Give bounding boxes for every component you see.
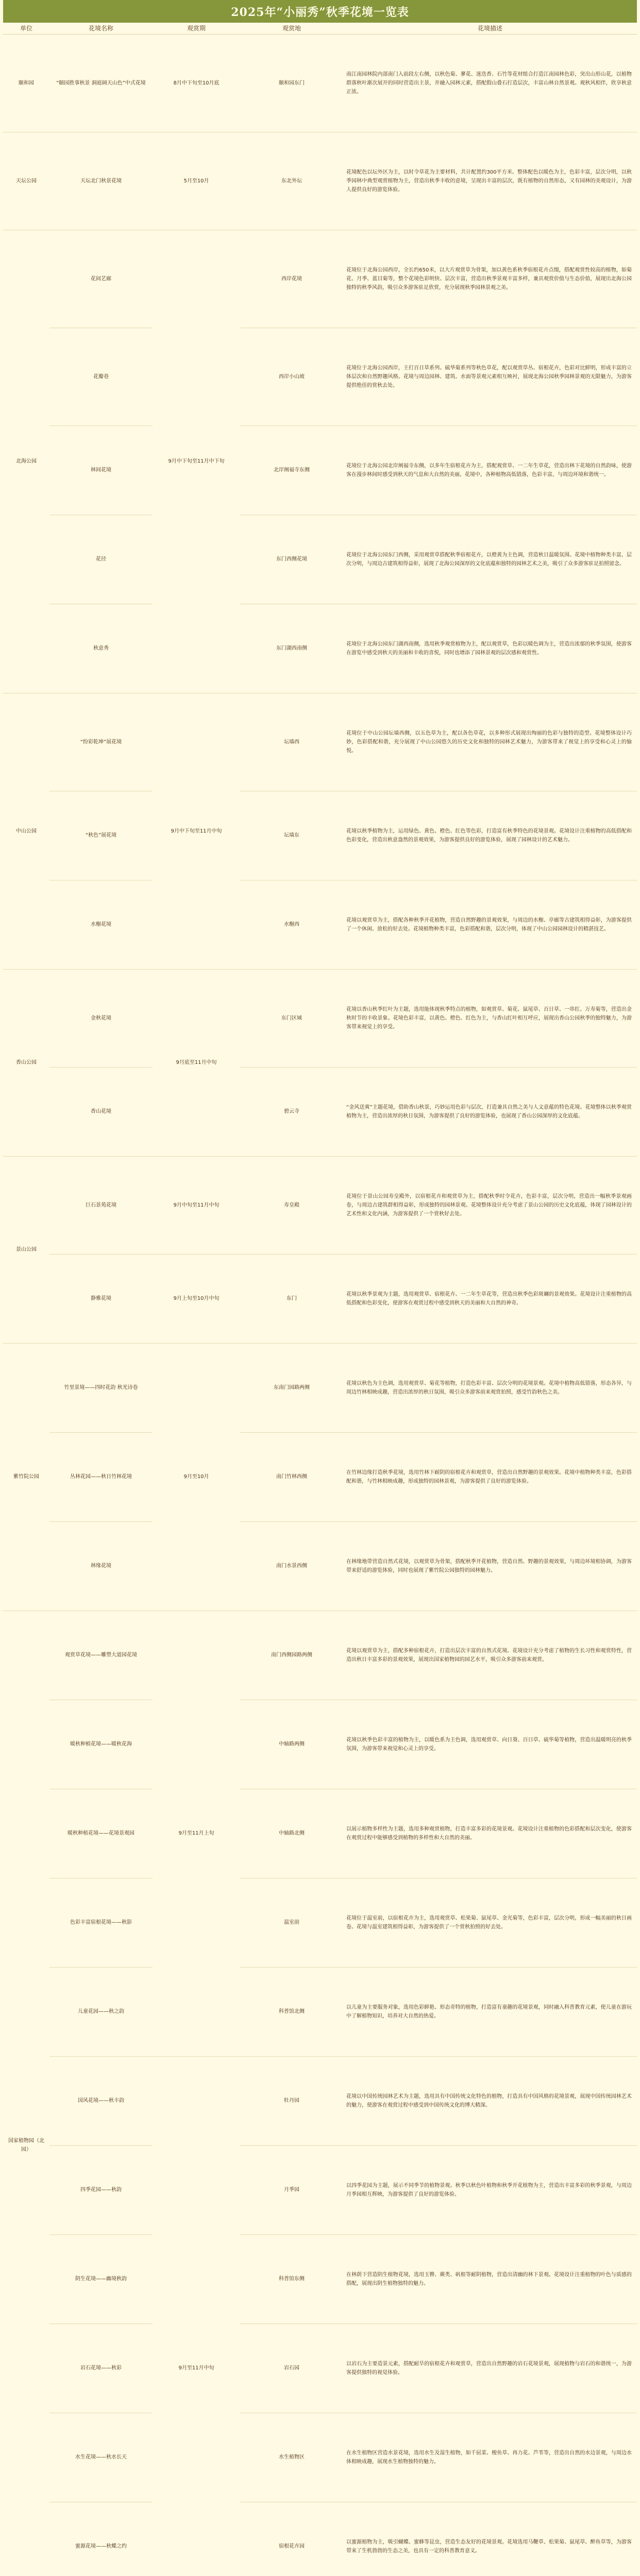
border-name-cell: “颐园胜事秋景 洞庭阔天山色”中式花境 [49,34,153,132]
description-cell: 以岩石为主要造景元素，搭配耐旱的宿根花卉和观赏草，营造出自然野趣的岩石花境景观，展现植物与岩石的和谐统一，为游客提供独特的视觉体验。 [343,2324,637,2413]
table-row [3,1700,637,1789]
border-name-cell: 儿童花园——秋之韵 [49,1967,153,2056]
table-row [3,1521,637,1611]
description-cell: 花境以观赏草为主，搭配各种秋季开花植物，营造自然野趣的景观效果，与周边的水榭、亭廊等古建筑相得益彰，为游客提供了一个休闲、放松的好去处。花境植物种类丰富，色彩搭配和谐，层次分明，体现了中山公园园林设计的精湛技艺。 [343,880,637,969]
table-row [3,1967,637,2056]
place-cell: 颐和园东门 [240,34,343,132]
page-title: 2025年“小丽秀”秋季花境一览表 [231,5,409,19]
period-cell: 9月上旬至10月中旬 [153,1254,240,1343]
table-row [3,2234,637,2324]
border-name-cell: 金秋花境 [49,969,153,1067]
place-cell: 牡丹园 [240,2056,343,2145]
unit-cell: 天坛公园 [3,132,49,230]
unit-cell: 紫竹院公园 [3,1343,49,1611]
table-row [3,2502,637,2576]
place-cell: 科普馆东侧 [240,2234,343,2324]
period-cell: 9月底至11月中旬 [153,969,240,1156]
table-body [3,34,637,2576]
description-cell: 花境位于景山公园寿皇殿外，以宿根花卉和观赏草为主，搭配秋季时令花卉，色彩丰富，层次分明，营造出一幅秋季景观画卷，与周边古建筑群相得益彰，形成独特的园林景观。花境整体设计充分考虑了景山公园的历史文化底蕴，体现了园林设计的艺术性和文化内涵，为游客提供了一个赏秋好去处。 [343,1156,637,1254]
period-cell: 9月中下旬至11月中旬 [153,693,240,969]
description-cell: 以儿童为主要服务对象，选用色彩鲜艳、形态奇特的植物，打造富有童趣的花境景观，同时融入科普教育元素，使儿童在游玩中了解植物知识，培养对大自然的热爱。 [343,1967,637,2056]
table-row [3,426,637,515]
place-cell: 岩石园 [240,2324,343,2413]
table-row [3,1432,637,1521]
place-cell: 寿皇殿 [240,1156,343,1254]
header-desc: 花境描述 [343,23,637,34]
border-name-cell: 蜜源花境——秋蝶之约 [49,2502,153,2576]
table-row [3,1611,637,1700]
place-cell: 南门水景西侧 [240,1521,343,1611]
description-cell: 花境以观赏草为主，搭配多种宿根花卉，打造出层次丰富的自然式花境。花境设计充分考虑了植物的生长习性和观赏特性，营造出秋日丰富多彩的景观效果，展现出国家植物园的园艺水平，吸引众多游客前来观赏。 [343,1611,637,1700]
unit-cell: 北海公园 [3,230,49,693]
description-cell: 花境以中国传统园林艺术为主题，选用具有中国传统文化特色的植物，打造具有中国风格的花境景观，展现中国传统园林艺术的魅力，使游客在观赏过程中感受到中国传统文化的博大精深。 [343,2056,637,2145]
unit-cell: 颐和园 [3,34,49,132]
border-name-cell: “纷彩乾坤”展花境 [49,693,153,791]
table-row [3,2145,637,2234]
border-name-cell: 林间花境 [49,426,153,515]
place-cell: 月季园 [240,2145,343,2234]
description-cell: 花境以秋季景观为主题，选用观赏草、宿根花卉、一二年生草花等，营造出秋季色彩斑斓的景观效果。花境设计注重植物的高低搭配和色彩变化，使游客在观赏过程中感受到秋天的美丽和大自然的神奇。 [343,1254,637,1343]
table-row [3,34,637,132]
description-cell: 在林缘地带营造自然式花境，以观赏草为骨架，搭配秋季开花植物，营造自然、野趣的景观效果，与周边环境相协调，为游客带来舒适的游览体验，同时也展现了紫竹院公园独特的园林魅力。 [343,1521,637,1611]
unit-cell: 景山公园 [3,1156,49,1343]
description-cell: 花境配色以坛外区为主，以时令草花为主要材料，共计配置约300平方米。整体配色以暖色为主，色彩丰富，层次分明，以秋季园林中典型观赏植物为主，营造出秋季丰收的意境，呈现出丰富的层次，既有植物的自然形态，又有园林的美观设计，为游人提供良好的游览体验。 [343,132,637,230]
border-name-cell: 花间艺廊 [49,230,153,328]
description-cell: 在林荫下营造阴生植物花境，选用玉簪、蕨类、矾根等耐阴植物，营造出清幽的林下景观。花境设计注重植物的叶色与质感的搭配，展现出阴生植物独特的魅力。 [343,2234,637,2324]
period-cell: 8月中下旬至10月底 [153,34,240,132]
border-name-cell: 林缘花境 [49,1521,153,1611]
border-name-cell: 观赏草花境——雕塑大道园花境 [49,1611,153,1700]
header-name: 花境名称 [49,23,153,34]
table-row [3,1878,637,1967]
table-row [3,1156,637,1254]
table-row [3,791,637,880]
header-place: 观赏地 [240,23,343,34]
description-cell: 南江南园林院内部南门入前段左右侧，以秋色菊、蓼花、迷迭香、石竹等花材组合打造江南园林色彩，突出山形山花，以植物群落秋叶渐次展开的同时营造出主景，并融入园林元素，搭配假山叠石打造层次，丰富山林自然景观。观秋风相伴，欣享秋意正浓。 [343,34,637,132]
table-header-row [3,23,637,34]
table-row [3,969,637,1067]
period-cell: 9月至10月 [153,1343,240,1611]
table-row [3,1789,637,1878]
period-cell: 5月至10月 [153,132,240,230]
place-cell: 坛墙西 [240,693,343,791]
border-name-cell: 天坛北门秋景花境 [49,132,153,230]
description-cell: 以四季花园为主题，展示不同季节的植物景观。秋季以秋色叶植物和秋季开花植物为主，营造出丰富多彩的秋季景观，与周边月季园相互辉映，为游客提供了良好的游览体验。 [343,2145,637,2234]
border-name-cell: 暖秋种植花境——花境景观园 [49,1789,153,1878]
table-row [3,132,637,230]
description-cell: 花境以秋色为主色调，选用观赏草、菊花等植物，打造色彩丰富、层次分明的花境景观。花境中植物高低错落，形态各异，与周边竹林相映成趣，营造出浓厚的秋日氛围，吸引众多游客前来观赏拍照，感受竹韵秋色之美。 [343,1343,637,1432]
place-cell: 西岸花境 [240,230,343,328]
period-cell: 9月至11月中旬 [153,2056,240,2576]
period-cell: 9月中下旬至11月中下旬 [153,230,240,693]
place-cell: 东门西侧花境 [240,515,343,604]
place-cell: 坛墙东 [240,791,343,880]
unit-cell: 香山公园 [3,969,49,1156]
place-cell: 南门竹林西侧 [240,1432,343,1521]
place-cell: 东门 [240,1254,343,1343]
place-cell: 西岸小山坡 [240,328,343,426]
flower-border-table [3,23,637,2576]
place-cell: 东门湖西南侧 [240,604,343,693]
place-cell: 东门区域 [240,969,343,1067]
description-cell: 花境位于北海公园东门西侧，采用观赏草搭配秋季宿根花卉，以橙黄为主色调，营造秋日温暖氛围。花境中植物种类丰富，层次分明，与周边古建筑相得益彰，展现了北海公园深厚的文化底蕴和独特的园林艺术之美，吸引了众多游客驻足拍照留念。 [343,515,637,604]
border-name-cell: 花瓣巷 [49,328,153,426]
period-cell: 9月中旬至11月中旬 [153,1156,240,1254]
place-cell: 宿根花卉园 [240,2502,343,2576]
border-name-cell: 四季花园——秋韵 [49,2145,153,2234]
place-cell: 中轴路两侧 [240,1700,343,1789]
place-cell: 东北外坛 [240,132,343,230]
border-name-cell: 竹里景境——四时花韵 秋光诗卷 [49,1343,153,1432]
table-row [3,693,637,791]
border-name-cell: 花径 [49,515,153,604]
border-name-cell: “秋色”展花境 [49,791,153,880]
border-name-cell: 国风花境——秋丰韵 [49,2056,153,2145]
border-name-cell: 静雅花境 [49,1254,153,1343]
border-name-cell: 岩石花境——秋彩 [49,2324,153,2413]
description-cell: 在竹林边缘打造秋季花境，选用竹林下耐阴的宿根花卉和观赏草，营造出自然野趣的景观效果。花境中植物种类丰富，色彩搭配和谐，与竹林相映成趣，形成独特的园林景观，为游客提供了良好的游览体验。 [343,1432,637,1521]
description-cell: 花境位于温室前，以宿根花卉为主，选用观赏草、松果菊、鼠尾草、金光菊等，色彩丰富，层次分明，形成一幅美丽的秋日画卷。花境与温室建筑相得益彰，为游客提供了一个赏秋拍照的好去处。 [343,1878,637,1967]
description-cell: 以展示植物多样性为主题，选用多种观赏植物，打造丰富多彩的花境景观。花境设计注重植物的色彩搭配和层次变化，使游客在观赏过程中能够感受到植物的多样性和大自然的美丽。 [343,1789,637,1878]
unit-cell: 中山公园 [3,693,49,969]
table-row [3,2413,637,2502]
description-cell: 花境以香山秋季红叶为主题，选用能体现秋季特点的植物，如观赏草、菊花、鼠尾草、百日草、一串红、万寿菊等，营造出金秋时节的丰收景象。花境色彩丰富，以黄色、橙色、红色为主，与香山红叶相互呼应，展现出香山公园秋季的独特魅力，为游客带来视觉上的享受。 [343,969,637,1067]
table-row [3,1067,637,1156]
place-cell: 中轴路北侧 [240,1789,343,1878]
period-cell: 9月至11月上旬 [153,1611,240,2056]
border-name-cell: 阴生花境——幽境秋韵 [49,2234,153,2324]
description-cell: 花境以秋季植物为主，运用绿色、黄色、橙色、红色等色彩，打造富有秋季特色的花境景观。花境设计注重植物的高低搭配和色彩变化，营造出秋意盎然的景观效果，为游客提供良好的游览体验，展现了园林设计的艺术魅力。 [343,791,637,880]
place-cell: 温室前 [240,1878,343,1967]
description-cell: 以蜜源植物为主，吸引蝴蝶、蜜蜂等昆虫，营造生态友好的花境景观。花境选用马鞭草、松果菊、鼠尾草、醉鱼草等，为游客带来了生机勃勃的生态之美，也具有一定的科普教育意义。 [343,2502,637,2576]
header-unit: 单位 [3,23,49,34]
table-row [3,2056,637,2145]
description-cell: 花境位于北海公园西岸，主打百日草系列、硫华菊系列等秋色草花，配以观赏草丛、宿根花卉，色彩对比鲜明，形成丰富的立体层次和自然野趣风格。花境与周边园林、建筑、水面等景观元素相互映衬，展现北海公园秋季园林景观的无限魅力，为游客提供绝佳的赏秋去处。 [343,328,637,426]
place-cell: 南门西侧园路两侧 [240,1611,343,1700]
table-row [3,880,637,969]
border-name-cell: 秋意秀 [49,604,153,693]
unit-cell: 国家植物园（北园） [3,1611,49,2576]
table-row [3,1343,637,1432]
border-name-cell: 水生花境——秋水长天 [49,2413,153,2502]
border-name-cell: 巨石景苑花境 [49,1156,153,1254]
header-period: 观赏期 [153,23,240,34]
table-row [3,604,637,693]
border-name-cell: 色彩丰富宿根花境——秋影 [49,1878,153,1967]
description-cell: 花境位于北海公园北岸阐福寺东侧，以多年生宿根花卉为主，搭配观赏草、一二年生草花，营造出林下花境的自然韵味，使游客在漫步林间时感受到秋天的气息和大自然的美丽。花境中，各种植物高低错落，色彩丰富，与周边环境和谐统一。 [343,426,637,515]
border-name-cell: 香山花境 [49,1067,153,1156]
description-cell: “金风送爽”主题花境，借助香山秋景，巧妙运用色彩与层次，打造兼具自然之美与人文意蕴的特色花境。花境整体以秋季观赏植物为主，营造出浓厚的秋日氛围，为游客提供了良好的游览体验，也展现了香山公园深厚的文化底蕴。 [343,1067,637,1156]
description-cell: 在水生植物区营造水景花境，选用水生及湿生植物，如千屈菜、梭鱼草、再力花、芦苇等，营造出自然的水边景观，与周边水体相映成趣，展现水生植物独特的魅力。 [343,2413,637,2502]
place-cell: 碧云寺 [240,1067,343,1156]
table-row [3,515,637,604]
border-name-cell: 暖秋种植花境——暖秋花海 [49,1700,153,1789]
title-bar [3,0,637,23]
border-name-cell: 水榭花境 [49,880,153,969]
table-row [3,230,637,328]
place-cell: 北岸阐福寺东侧 [240,426,343,515]
description-cell: 花境位于中山公园坛墙西侧，以五色草为主，配以各色草花，以多种形式展现出绚丽的色彩与独特的造型。花境整体设计巧妙，色彩搭配和谐，充分展现了中山公园悠久的历史文化和独特的园林艺术魅力，为游客带来了视觉上的享受和心灵上的愉悦。 [343,693,637,791]
description-cell: 花境位于北海公园西岸，全长约650米，以大片观赏草为骨架，加以黄色系秋季宿根花卉点缀，搭配观赏性较高的植物，如菊花、月季、蓝目菊等，整个花境色彩明快、层次丰富，营造出秋季景观丰富多样，兼具观赏价值与生态价值，展现出北海公园独特的秋季风韵，吸引众多游客驻足欣赏，充分展现秋季园林景观之美。 [343,230,637,328]
place-cell: 水榭西 [240,880,343,969]
table-row [3,1254,637,1343]
description-cell: 花境位于北海公园东门湖西南侧，选用秋季观赏植物为主，配以观赏草，色彩以暖色调为主，营造出浓郁的秋季氛围，使游客在游览中感受到秋天的美丽和丰收的喜悦，同时也增添了园林景观的层次感和观赏性。 [343,604,637,693]
place-cell: 科普馆北侧 [240,1967,343,2056]
table-row [3,328,637,426]
place-cell: 东南门园路两侧 [240,1343,343,1432]
description-cell: 花境以秋季色彩丰富的植物为主，以暖色系为主色调，选用观赏草、向日葵、百日草、硫华菊等植物，营造出温暖明亮的秋季氛围，为游客带来视觉和心灵上的享受。 [343,1700,637,1789]
border-name-cell: 丛林花园——秋日竹林花境 [49,1432,153,1521]
table-row [3,2324,637,2413]
place-cell: 水生植物区 [240,2413,343,2502]
